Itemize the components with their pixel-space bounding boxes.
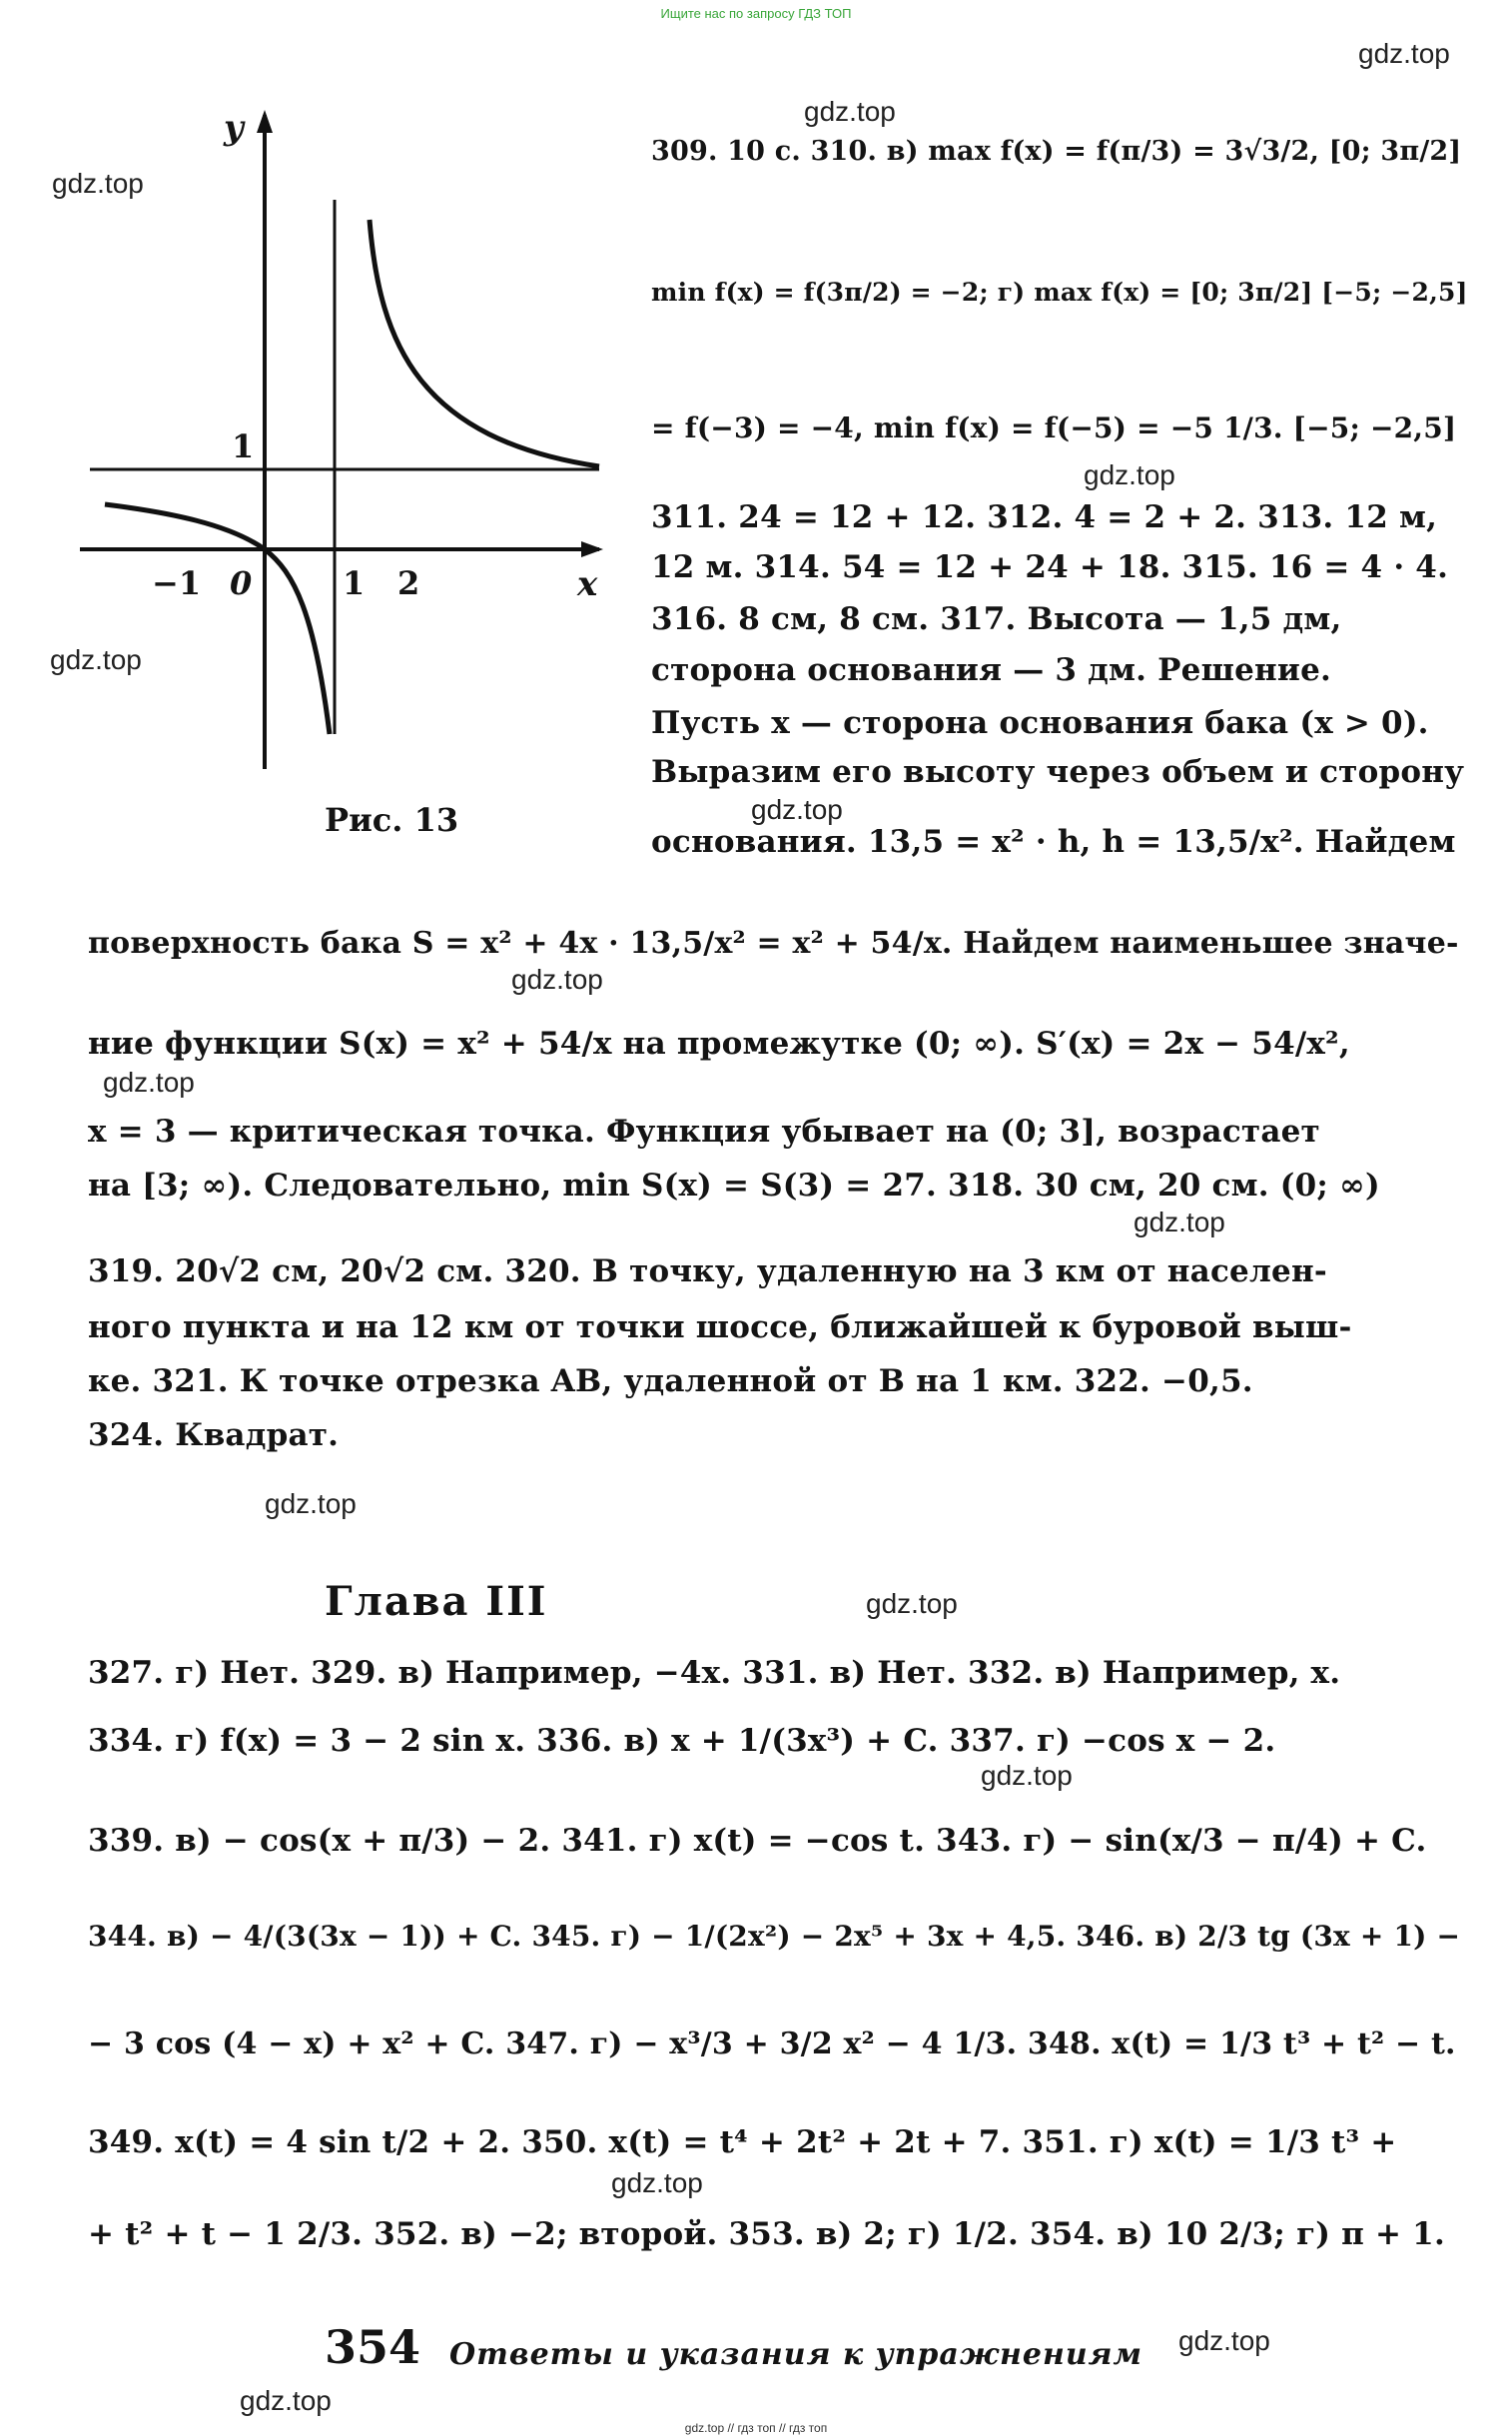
watermark: gdz.top xyxy=(611,2167,703,2198)
text-line: 334. г) f(x) = 3 − 2 sin x. 336. в) x + 1/(3x³) + C. 337. г) −cos x − 2. xyxy=(88,1723,1276,1759)
watermark: gdz.top xyxy=(103,1067,195,1098)
text-line: − 3 cos (4 − x) + x² + C. 347. г) − x³/3 + 3/2 x² − 4 1/3. 348. x(t) = 1/3 t³ + t² − t. xyxy=(88,2027,1456,2061)
axis-label-y: y xyxy=(224,108,244,148)
text-line: 319. 20√2 см, 20√2 см. 320. В точку, удаленную на 3 км от населен- xyxy=(88,1253,1327,1289)
watermark: gdz.top xyxy=(511,964,603,995)
bottom-banner: gdz.top // гдз топ // гдз топ xyxy=(684,2421,828,2435)
text-line: ние функции S(x) = x² + 54/x на промежутке (0; ∞). S′(x) = 2x − 54/x², xyxy=(88,1026,1350,1062)
watermark: gdz.top xyxy=(1134,1207,1225,1237)
page-number: 354 xyxy=(325,2320,421,2374)
watermark: gdz.top xyxy=(866,1588,958,1619)
watermark: gdz.top xyxy=(50,644,142,675)
watermark: gdz.top xyxy=(240,2385,332,2416)
tick-label-2: 2 xyxy=(397,564,420,602)
watermark: gdz.top xyxy=(751,794,843,825)
top-banner: Ищите нас по запросу ГДЗ ТОП xyxy=(660,6,852,21)
text-line: поверхность бака S = x² + 4x · 13,5/x² = x² + 54/x. Найдем наименьшее значе- xyxy=(88,926,1459,961)
text-line: ке. 321. К точке отрезка AB, удаленной от B на 1 км. 322. −0,5. xyxy=(88,1363,1253,1399)
figure-graph xyxy=(80,95,619,774)
x-axis-arrow xyxy=(581,541,603,557)
tick-label-1: 1 xyxy=(343,564,366,602)
text-line: 309. 10 с. 310. в) max f(x) = f(π/3) = 3√3/2, [0; 3π/2] xyxy=(651,136,1462,167)
watermark: gdz.top xyxy=(1358,38,1450,69)
text-line: сторона основания — 3 дм. Решение. xyxy=(651,652,1332,688)
text-line: 344. в) − 4/(3(3x − 1)) + C. 345. г) − 1/(2x²) − 2x⁵ + 3x + 4,5. 346. в) 2/3 tg (3x + 1) − xyxy=(88,1920,1461,1953)
text-line: 327. г) Нет. 329. в) Например, −4x. 331. в) Нет. 332. в) Например, x. xyxy=(88,1655,1341,1691)
right-branch xyxy=(370,220,599,466)
watermark: gdz.top xyxy=(804,96,896,127)
text-line: основания. 13,5 = x² · h, h = 13,5/x². Найдем xyxy=(651,824,1456,860)
text-line: + t² + t − 1 2/3. 352. в) −2; второй. 353. в) 2; г) 1/2. 354. в) 10 2/3; г) π + 1. xyxy=(88,2216,1445,2252)
left-branch xyxy=(105,504,330,734)
text-line: 349. x(t) = 4 sin t/2 + 2. 350. x(t) = t⁴ + 2t² + 2t + 7. 351. г) x(t) = 1/3 t³ + xyxy=(88,2124,1397,2160)
tick-label-y1: 1 xyxy=(232,427,255,465)
y-axis-arrow xyxy=(257,110,273,133)
text-line: Выразим его высоту через объем и сторону xyxy=(651,754,1465,790)
text-line: 12 м. 314. 54 = 12 + 24 + 18. 315. 16 = 4 · 4. xyxy=(651,549,1449,585)
text-line: Пусть x — сторона основания бака (x > 0). xyxy=(651,705,1429,741)
text-line: 324. Квадрат. xyxy=(88,1417,340,1453)
footer-title: Ответы и указания к упражнениям xyxy=(449,2337,1143,2372)
watermark: gdz.top xyxy=(265,1488,357,1519)
chapter-title: Глава III xyxy=(325,1578,548,1625)
text-line: ного пункта и на 12 км от точки шоссе, ближайшей к буровой выш- xyxy=(88,1309,1352,1345)
text-line: min f(x) = f(3π/2) = −2; г) max f(x) = [0; 3π/2] [−5; −2,5] xyxy=(651,278,1468,307)
text-line: на [3; ∞). Следовательно, min S(x) = S(3) = 27. 318. 30 см, 20 см. (0; ∞) xyxy=(88,1168,1380,1204)
text-line: x = 3 — критическая точка. Функция убывает на (0; 3], возрастает xyxy=(88,1114,1320,1150)
watermark: gdz.top xyxy=(52,168,144,199)
text-line: 316. 8 см, 8 см. 317. Высота — 1,5 дм, xyxy=(651,601,1342,637)
tick-label-0: 0 xyxy=(230,564,253,602)
axis-label-x: x xyxy=(577,564,598,604)
watermark: gdz.top xyxy=(981,1760,1073,1791)
text-line: = f(−3) = −4, min f(x) = f(−5) = −5 1/3. [−5; −2,5] xyxy=(651,411,1457,444)
text-line: 339. в) − cos(x + π/3) − 2. 341. г) x(t) = −cos t. 343. г) − sin(x/3 − π/4) + C. xyxy=(88,1823,1427,1859)
watermark: gdz.top xyxy=(1178,2325,1270,2356)
tick-label-neg1: −1 xyxy=(152,564,202,602)
figure-caption: Рис. 13 xyxy=(325,801,459,839)
watermark: gdz.top xyxy=(1084,459,1175,490)
text-line: 311. 24 = 12 + 12. 312. 4 = 2 + 2. 313. 12 м, xyxy=(651,499,1438,535)
